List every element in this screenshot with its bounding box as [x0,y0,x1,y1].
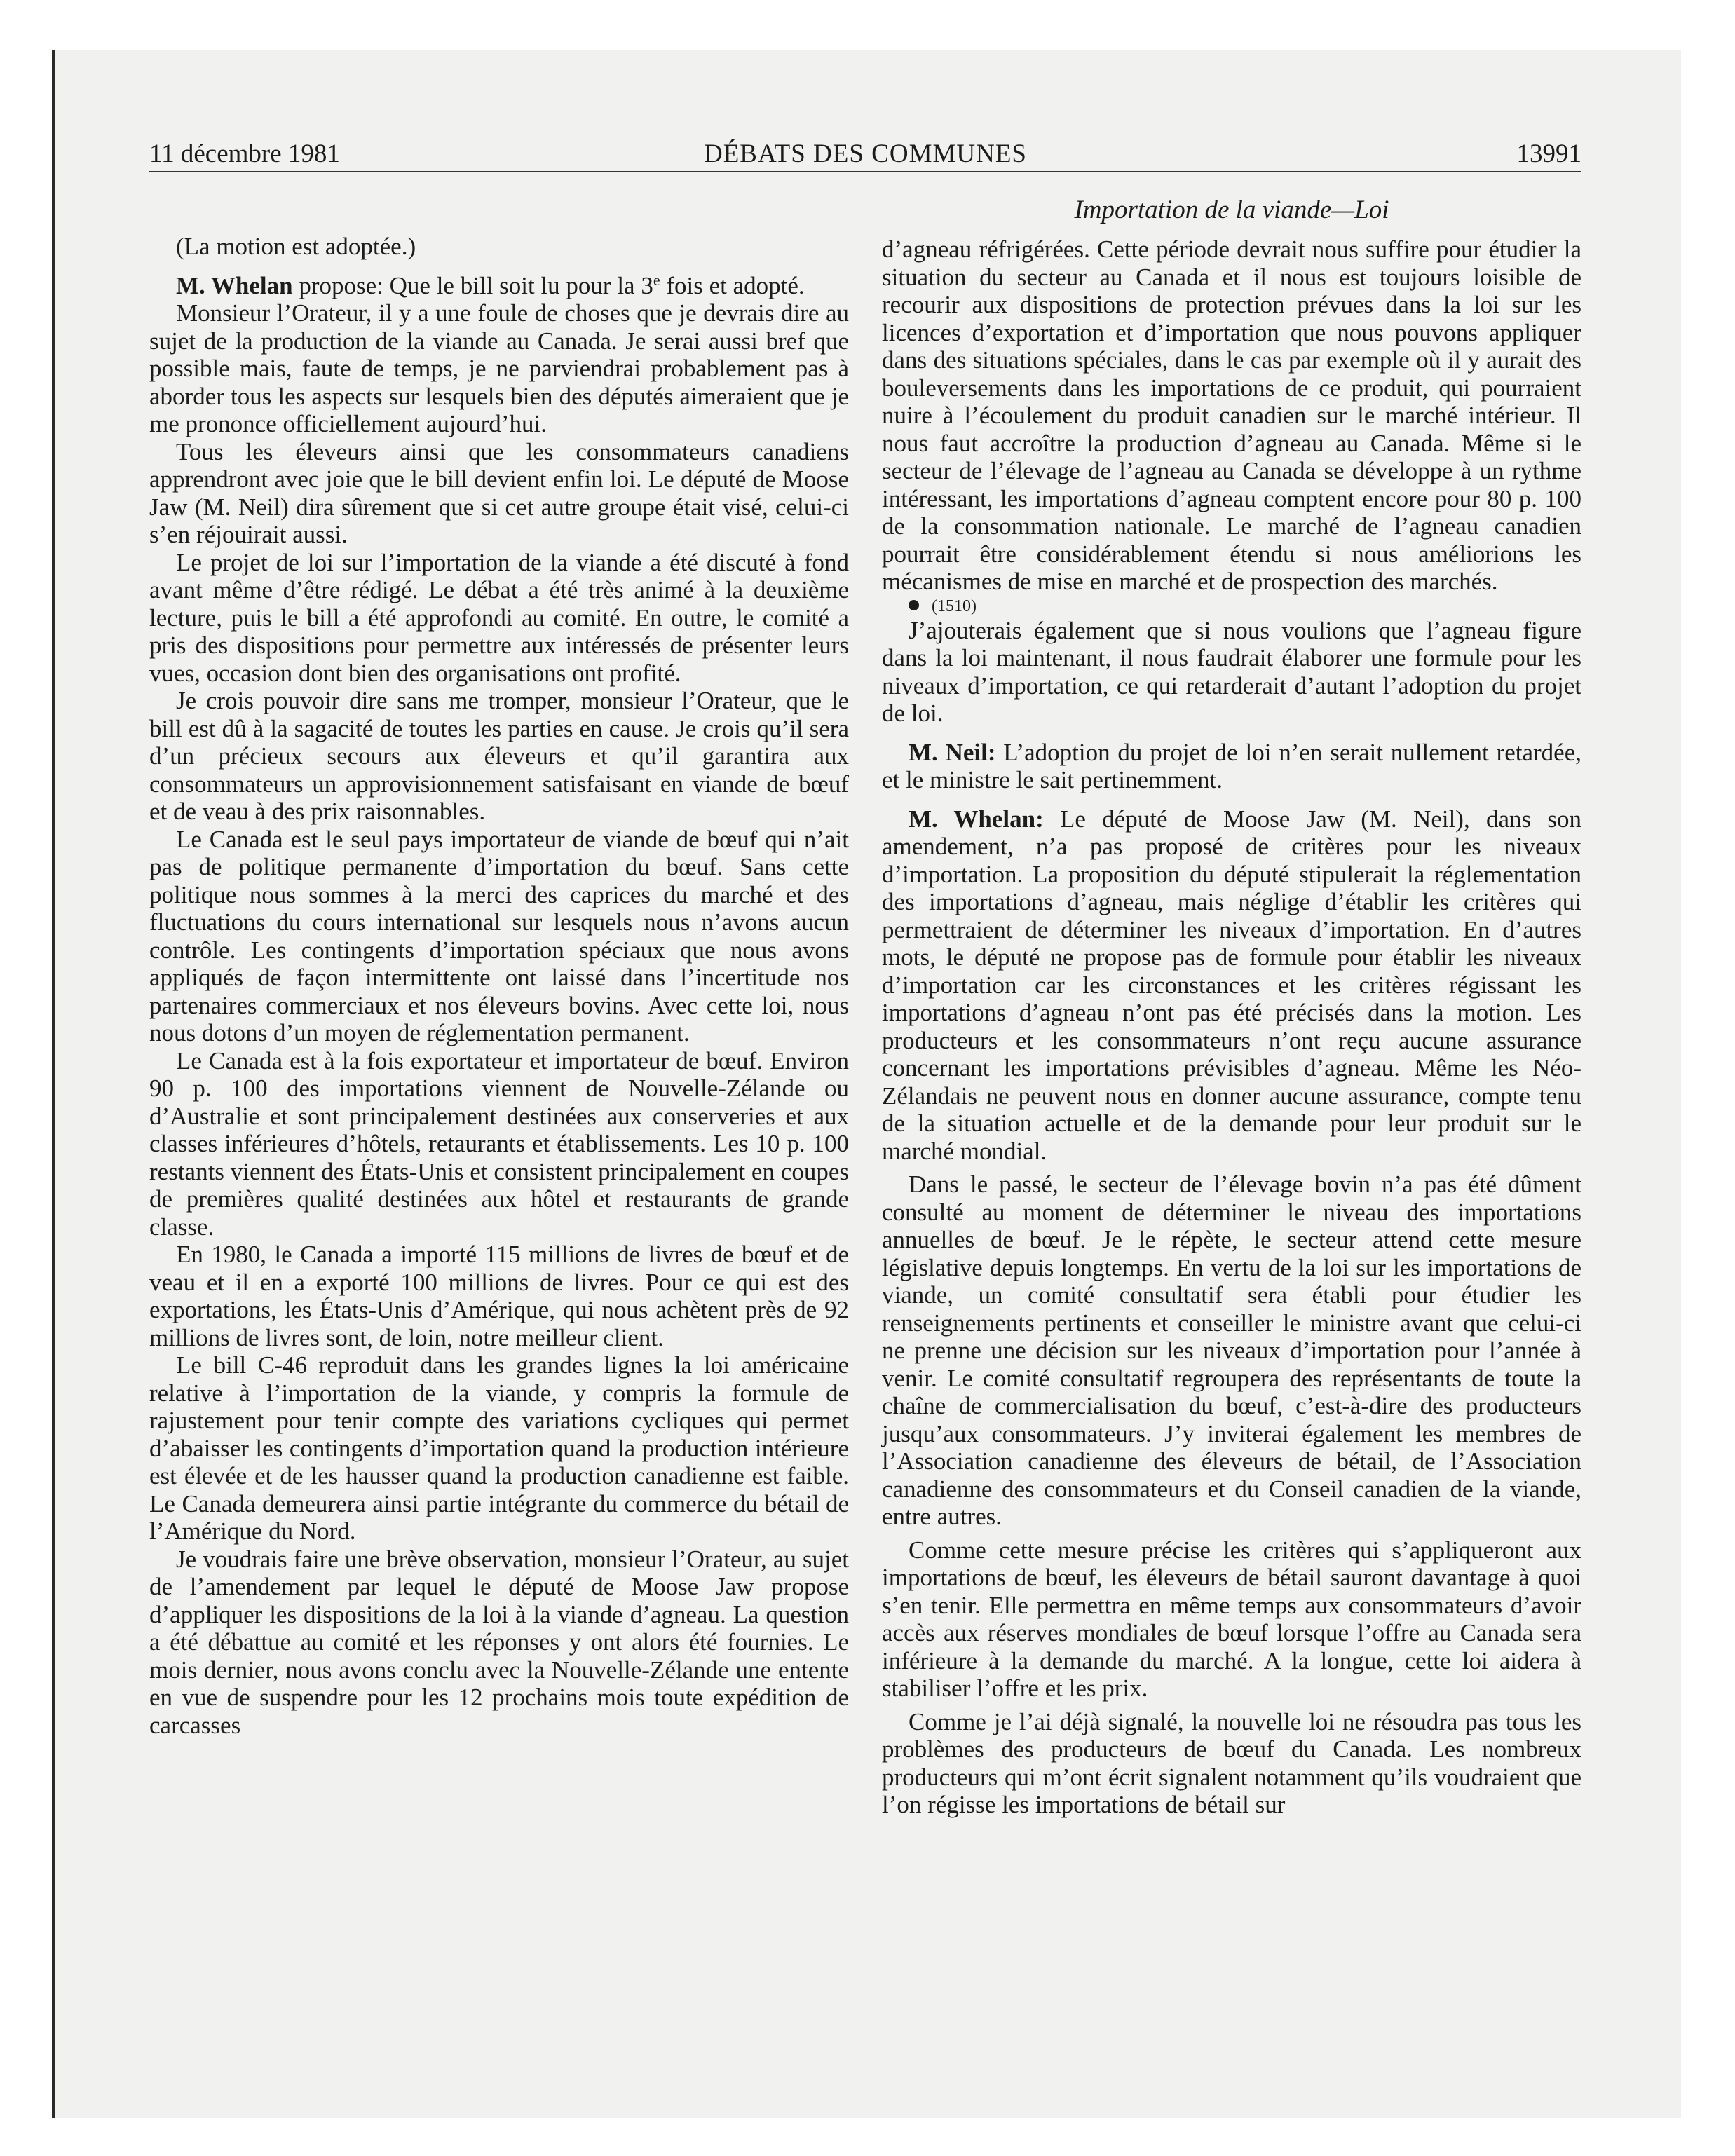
time-marker-text: (1510) [932,596,977,615]
paragraph: d’agneau réfrigérées. Cette période devrait nous suffire pour étudier la situation du secteur au Canada et il nous est toujours loisible de recourir aux dispositions de protection prévues dans la loi sur les licences d’exportation et d’importation que nous pouvons appliquer dans des situations spéciales, dans le cas par exemple où il y aurait des bouleversements dans les importations de ce produit, qui pourraient nuire à l’écoulement du produit canadien sur le marché intérieur. Il nous faut accroître la production d’agneau au Canada. Même si le secteur de l’élevage de l’agneau au Canada se développe à un rythme intéressant, les importations d’agneau comptent encore pour 80 p. 100 de la consommation nationale. Le marché de l’agneau canadien pourrait être considérablement étendu si nous améliorions les mécanismes de mise en marché et de prospection des marchés. [882,236,1581,595]
header-date: 11 décembre 1981 [149,139,340,168]
speaker-name: M. Whelan: [909,805,1044,833]
paragraph-text: L’adoption du projet de loi n’en serait nullement retardée, et le ministre le sait pertinemment. [882,738,1581,793]
right-column [882,236,1581,1819]
paragraph: J’ajouterais également que si nous voulions que l’agneau figure dans la loi maintenant, il nous faudrait élaborer une formule pour les niveaux d’importation, ce qui retarderait d’autant l’adoption du projet de loi. [882,616,1581,727]
paragraph: En 1980, le Canada a importé 115 millions de livres de bœuf et de veau et il en a exporté 100 millions de livres. Pour ce qui est des exportations, les États-Unis d’Amérique, qui nous achètent près de 92 millions de livres sont, de loin, notre meilleur client. [149,1241,849,1351]
paragraph: Je crois pouvoir dire sans me tromper, monsieur l’Orateur, que le bill est dû à la sagacité de toutes les parties en cause. Je crois qu’il sera d’un précieux secours aux éleveurs et qu’il garantira aux consommateurs un approvisionnement satisfaisant en viande de bœuf et de veau à des prix raisonnables. [149,687,849,825]
paragraph: Tous les éleveurs ainsi que les consommateurs canadiens apprendront avec joie que le bill devient enfin loi. Le député de Moose Jaw (M. Neil) dira sûrement que si cet autre groupe était visé, celui-ci s’en réjouirait aussi. [149,437,849,548]
speaker-name: M. Whelan [176,271,293,299]
paragraph-text: Le député de Moose Jaw (M. Neil), dans son amendement, n’a pas proposé de critères pour les niveaux d’importation. La proposition du député stipulerait la réglementation des importations d’agneau, mais néglige d’établir les critères qui permettraient de déterminer les niveaux d’importation. En d’autres mots, le député ne propose pas de formule pour établir les niveaux d’importation car les circonstances et les critères régissant les importations d’agneau n’ont pas été précisés dans la motion. Les producteurs et les consommateurs n’ont reçu aucune assurance concernant les importations prévisibles d’agneau. Même les Néo-Zélandais ne peuvent nous en donner aucune assurance, compte tenu de la situation actuelle et de la demande pour leur produit sur le marché mondial. [882,805,1582,1165]
paragraph: Comme cette mesure précise les critères qui s’appliqueront aux importations de bœuf, les éleveurs de bétail sauront davantage à quoi s’en tenir. Elle permettra en même temps aux consommateurs d’avoir accès aux réserves mondiales de bœuf lorsque l’offre au Canada sera inférieure à la demande du marché. A la longue, cette loi aidera à stabiliser l’offre et les prix. [882,1536,1581,1702]
speaker-name: M. Neil: [909,738,996,766]
page-number: 13991 [1516,139,1581,168]
paragraph: Le bill C-46 reproduit dans les grandes lignes la loi américaine relative à l’importation de la viande, y compris la formule de rajustement pour tenir compte des variations cycliques qui permet d’abaisser les contingents d’importation quand la production intérieure est élevée et de les hausser quand la production canadienne est faible. Le Canada demeurera ainsi partie intégrante du commerce du bétail de l’Amérique du Nord. [149,1351,849,1545]
running-head: Importation de la viande—Loi [1074,196,1389,224]
paragraph: Monsieur l’Orateur, il y a une foule de choses que je devrais dire au sujet de la production de la viande au Canada. Je serai aussi bref que possible mais, faute de temps, je ne parviendrai probablement pas à aborder tous les aspects sur lesquels bien des députés aimeraient que je me prononce officiellement aujourd’hui. [149,299,849,437]
paragraph-text: propose: Que le bill soit lu pour la 3 [292,271,653,299]
paragraph: Le Canada est à la fois exportateur et importateur de bœuf. Environ 90 p. 100 des importations viennent de Nouvelle-Zélande ou d’Australie et sont principalement destinées aux conserveries et aux classes inférieures d’hôtels, retaurants et établissements. Les 10 p. 100 restants viennent des États-Unis et consistent principalement en coupes de premières qualité destinées aux hôtel et restaurants de grande classe. [149,1046,849,1241]
paragraph: Je voudrais faire une brève observation, monsieur l’Orateur, au sujet de l’amendement par lequel le député de Moose Jaw propose d’appliquer les dispositions de la loi à la viande d’agneau. La question a été débattue au comité et les réponses y ont alors été fournies. Le mois dernier, nous avons conclu avec la Nouvelle-Zélande une entente en vue de suspendre pour les 12 prochains mois toute expédition de carcasses [149,1545,849,1739]
page-header [149,139,1581,170]
binding-edge [52,50,55,2118]
left-column [149,233,849,1739]
header-title: DÉBATS DES COMMUNES [703,139,1027,168]
paragraph [882,739,1581,794]
header-rule [149,171,1581,172]
bullet-icon [909,600,919,610]
paragraph: Comme je l’ai déjà signalé, la nouvelle loi ne résoudra pas tous les problèmes des producteurs de bœuf du Canada. Les nombreux producteurs qui m’ont écrit signalent notamment qu’ils voudraient que l’on régisse les importations de bétail sur [882,1707,1581,1818]
paragraph-text: fois et adopté. [660,271,805,299]
time-marker [882,596,1581,617]
paragraph: (La motion est adoptée.) [176,233,416,260]
paragraph: Le Canada est le seul pays importateur de viande de bœuf qui n’ait pas de politique permanente d’importation du bœuf. Sans cette politique nous sommes à la merci des caprices du marché et des fluctuations du cours international sur lesquels nous n’avons aucun contrôle. Les contingents d’importation spéciaux que nous avons appliqués de façon intermittente ont laissé dans l’incertitude nos partenaires commerciaux et nos éleveurs bovins. Avec cette loi, nous nous dotons d’un moyen de réglementation permanent. [149,825,849,1046]
paragraph [882,805,1581,1166]
superscript: e [653,271,660,289]
paragraph: Dans le passé, le secteur de l’élevage bovin n’a pas été dûment consulté au moment de déterminer le niveau des importations annuelles de bœuf. Je le répète, le secteur attend cette mesure législative depuis longtemps. En vertu de la loi sur les importations de viande, un comité consultatif sera établi pour étudier les renseignements pertinents et conseiller le ministre avant que celui-ci ne prenne une décision sur les niveaux d’importation pour l’année à venir. Le comité consultatif regroupera des représentants de toute la chaîne de commercialisation du bœuf, c’est-à-dire des producteurs jusqu’aux consommateurs. J’y inviterai également les membres de l’Association canadienne des éleveurs de bétail, de l’Association canadienne des consommateurs et du Conseil canadien de la viande, entre autres. [882,1171,1581,1530]
paragraph: Le projet de loi sur l’importation de la viande a été discuté à fond avant même d’être rédigé. Le débat a été très animé à la deuxième lecture, puis le bill a été approfondi au comité. En outre, le comité a pris des dispositions pour permettre aux intéressés de présenter leurs vues, occasion dont bien des organisations ont profité. [149,548,849,687]
paragraph [149,272,849,300]
